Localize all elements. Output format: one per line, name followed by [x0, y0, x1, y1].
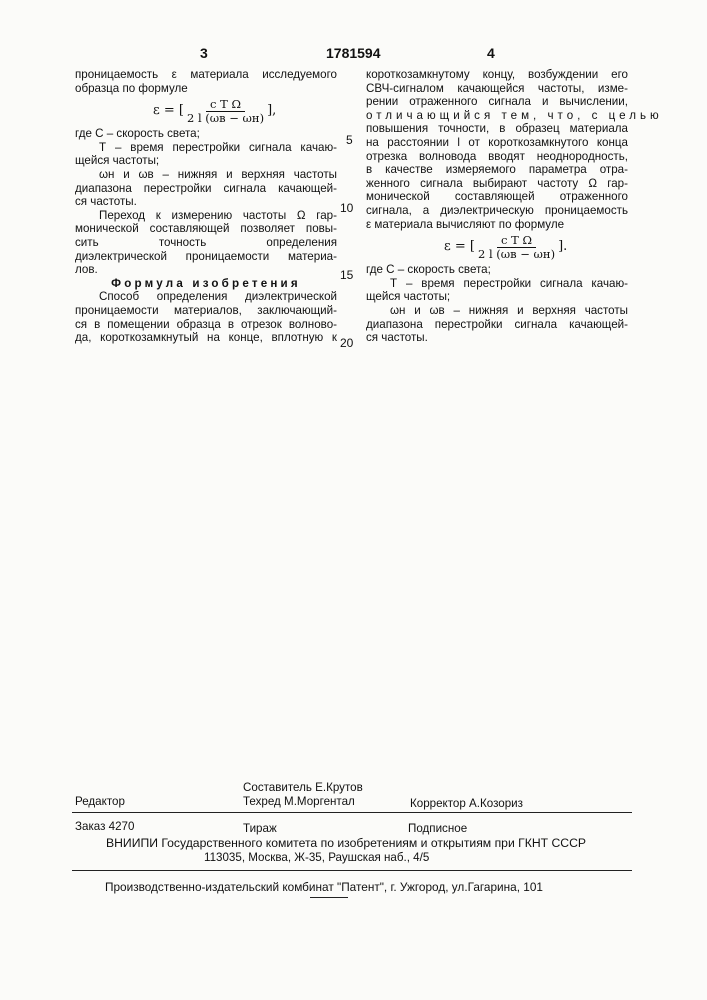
address: 113035, Москва, Ж-35, Раушская наб., 4/5 — [204, 851, 429, 864]
text-line: проницаемость ε материала исследуемого — [75, 68, 337, 82]
patent-number: 1781594 — [326, 45, 381, 61]
text-line: монической составляющей отраженного — [366, 190, 628, 204]
numerator: c T Ω — [497, 234, 536, 248]
formula-rhs: ], — [267, 104, 276, 118]
formula — [366, 231, 628, 263]
text-line: Формула изобретения — [75, 277, 337, 291]
editor: Редактор — [75, 795, 125, 808]
text-line: сигнала, а диэлектрическую проницаемость — [366, 204, 628, 218]
formula — [75, 95, 337, 127]
divider — [72, 812, 632, 813]
text-line: сить точность определения — [75, 236, 337, 250]
left-column — [75, 68, 337, 345]
text-line: лов. — [75, 263, 337, 277]
text-line: на расстоянии l от короткозамкнутого конца — [366, 136, 628, 150]
divider — [72, 870, 632, 871]
fraction — [187, 98, 264, 125]
text-line: Способ определения диэлектрической — [75, 290, 337, 304]
text-line: щейся частоты; — [75, 154, 337, 168]
text-line: в качестве измеряемого параметра отра- — [366, 163, 628, 177]
text-line: ωн и ωв – нижняя и верхняя частоты — [366, 304, 628, 318]
line-number: 5 — [346, 133, 353, 147]
text-line: ся частоты. — [75, 195, 337, 209]
fraction — [478, 234, 555, 261]
order: Заказ 4270 — [75, 820, 134, 833]
formula-lhs: ε = [ — [444, 240, 475, 254]
text-line: женного сигнала выбирают частоту Ω гар- — [366, 177, 628, 191]
page-number-left: 3 — [200, 45, 208, 61]
text-line: ся частоты. — [366, 331, 628, 345]
text-line: короткозамкнутому концу, возбуждении его — [366, 68, 628, 82]
numerator: c T Ω — [206, 98, 245, 112]
text-line: Т – время перестройки сигнала качаю- — [366, 277, 628, 291]
divider — [310, 897, 348, 898]
subscription: Подписное — [408, 822, 467, 835]
organization: ВНИИПИ Государственного комитета по изобретениям и открытиям при ГКНТ СССР — [106, 836, 586, 850]
text-line: монической составляющей позволяет повы- — [75, 222, 337, 236]
formula-rhs: ]. — [558, 240, 567, 254]
corrector: Корректор А.Козориз — [410, 797, 523, 810]
text-line: диапазона перестройки сигнала качающей- — [75, 182, 337, 196]
text-line: Переход к измерению частоты Ω гар- — [75, 209, 337, 223]
line-number: 10 — [340, 201, 353, 215]
text-line: СВЧ-сигналом качающейся частоты, изме- — [366, 82, 628, 96]
line-number: 20 — [340, 336, 353, 350]
text-line: ωн и ωв – нижняя и верхняя частоты — [75, 168, 337, 182]
formula-lhs: ε = [ — [153, 104, 184, 118]
text-line: образца по формуле — [75, 82, 337, 96]
line-number: 15 — [340, 268, 353, 282]
text-line: диэлектрической проницаемости материа- — [75, 250, 337, 264]
text-line: отрезка волновода вводят неоднородность, — [366, 150, 628, 164]
text-line: ε материала вычисляют по формуле — [366, 218, 628, 232]
text-line: повышения точности, в образец материала — [366, 122, 628, 136]
publisher: Производственно-издательский комбинат "Патент", г. Ужгород, ул.Гагарина, 101 — [105, 880, 543, 894]
text-line: рении отраженного сигнала и вычислении, — [366, 95, 628, 109]
text-line: Т – время перестройки сигнала качаю- — [75, 141, 337, 155]
text-line: где С – скорость света; — [75, 127, 337, 141]
denominator: 2 l (ωв − ωн) — [187, 112, 264, 125]
text-line: ся в помещении образца в отрезок волново- — [75, 318, 337, 332]
page-number-right: 4 — [487, 45, 495, 61]
text-line: проницаемости материалов, заключающий- — [75, 304, 337, 318]
techred: Техред М.Моргентал — [243, 795, 355, 808]
text-line: щейся частоты; — [366, 290, 628, 304]
circulation: Тираж — [243, 822, 277, 835]
text-line: да, короткозамкнутый на конце, вплотную к — [75, 331, 337, 345]
text-line: диапазона перестройки сигнала качающей- — [366, 318, 628, 332]
denominator: 2 l (ωв − ωн) — [478, 248, 555, 261]
right-column — [366, 68, 628, 345]
text-line: где С – скорость света; — [366, 263, 628, 277]
text-line: отличающийся тем, что, с целью — [366, 109, 628, 123]
compiler: Составитель Е.Крутов — [243, 781, 363, 794]
